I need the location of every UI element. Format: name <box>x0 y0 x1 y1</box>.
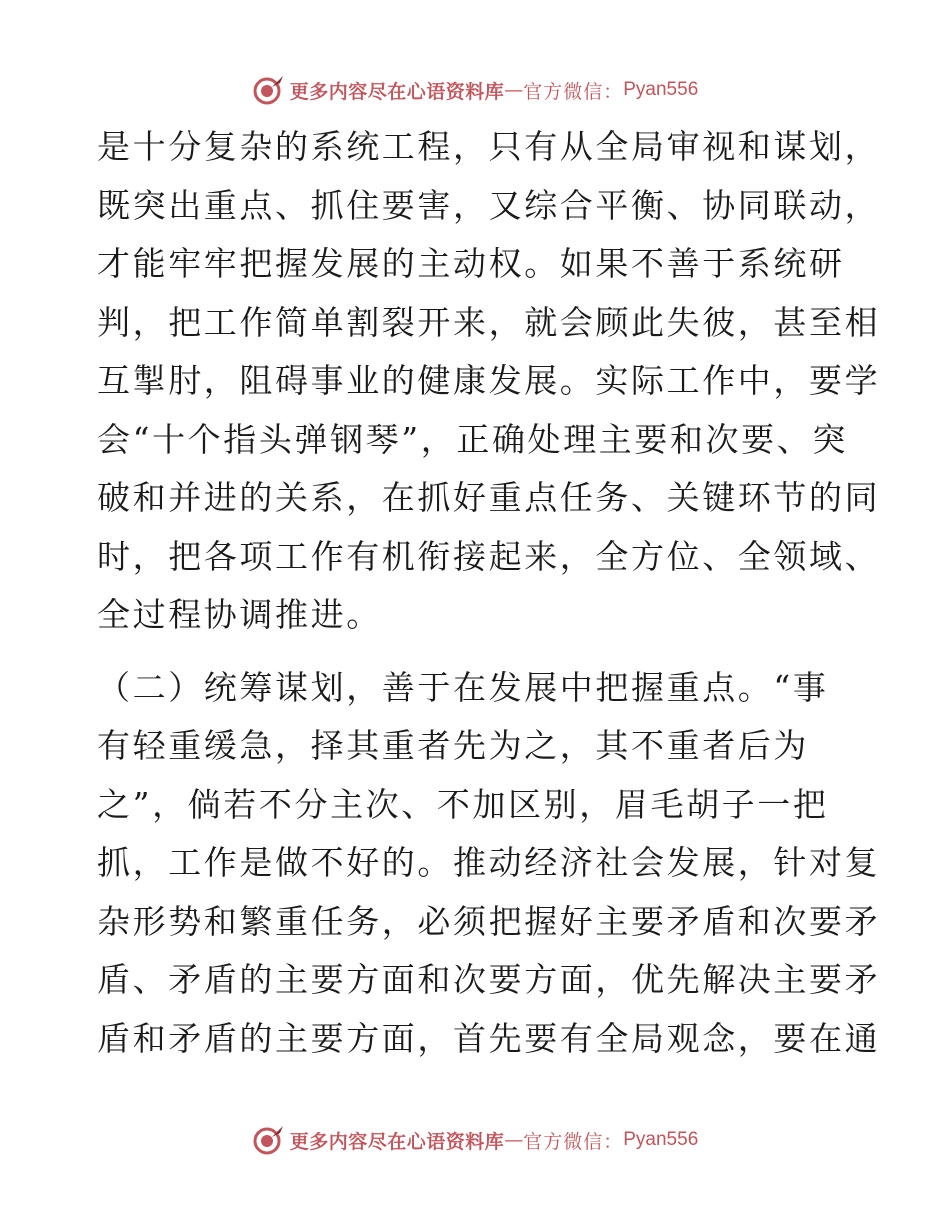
text-line: 互掣肘，阻碍事业的健康发展。实际工作中，要学 <box>97 361 881 400</box>
text-line: （二）统筹谋划，善于在发展中把握重点。“事 <box>97 667 829 707</box>
text-line: 全过程协调推进。 <box>97 595 382 634</box>
footer-wechat-label: 官方微信： <box>523 1130 624 1153</box>
quill-logo-icon <box>252 1123 286 1157</box>
footer-watermark <box>0 1120 950 1160</box>
text-line: 时，把各项工作有机衔接起来，全方位、全领域、 <box>97 536 881 576</box>
footer-brand: 更多内容尽在心语资料库 <box>289 1130 505 1153</box>
footer-wechat-id: Pyan556 <box>623 1129 699 1150</box>
header-separator: — <box>504 79 524 101</box>
text-line: 抓，工作是做不好的。推动经济社会发展，针对复 <box>97 843 881 882</box>
paragraph-2 <box>97 659 881 1069</box>
text-line: 是十分复杂的系统工程，只有从全局审视和谋划， <box>97 127 881 166</box>
text-line: 才能牢牢把握发展的主动权。如果不善于系统研 <box>97 244 845 283</box>
header-wechat-label: 官方微信： <box>523 80 624 103</box>
header-brand: 更多内容尽在心语资料库 <box>289 80 505 103</box>
quill-logo-icon <box>252 73 286 107</box>
text-line: 会“十个指头弹钢琴”，正确处理主要和次要、突 <box>97 419 848 459</box>
text-line: 盾、矛盾的主要方面和次要方面，优先解决主要矛 <box>97 960 881 999</box>
text-line: 之”，倘若不分主次、不加区别，眉毛胡子一把 <box>97 784 829 824</box>
text-line: 破和并进的关系，在抓好重点任务、关键环节的同 <box>97 478 881 517</box>
footer-separator: — <box>504 1129 524 1151</box>
text-line: 盾和矛盾的主要方面，首先要有全局观念，要在通 <box>97 1018 881 1058</box>
text-line: 有轻重缓急，择其重者先为之，其不重者后为 <box>97 726 809 765</box>
text-line: 杂形势和繁重任务，必须把握好主要矛盾和次要矛 <box>97 901 881 941</box>
text-line: 判，把工作简单割裂开来，就会顾此失彼，甚至相 <box>97 302 881 342</box>
paragraph-1 <box>97 118 881 645</box>
header-wechat-id: Pyan556 <box>623 79 699 100</box>
header-watermark <box>0 70 950 110</box>
document-body <box>97 118 881 1068</box>
text-line: 既突出重点、抓住要害，又综合平衡、协同联动， <box>97 185 881 225</box>
